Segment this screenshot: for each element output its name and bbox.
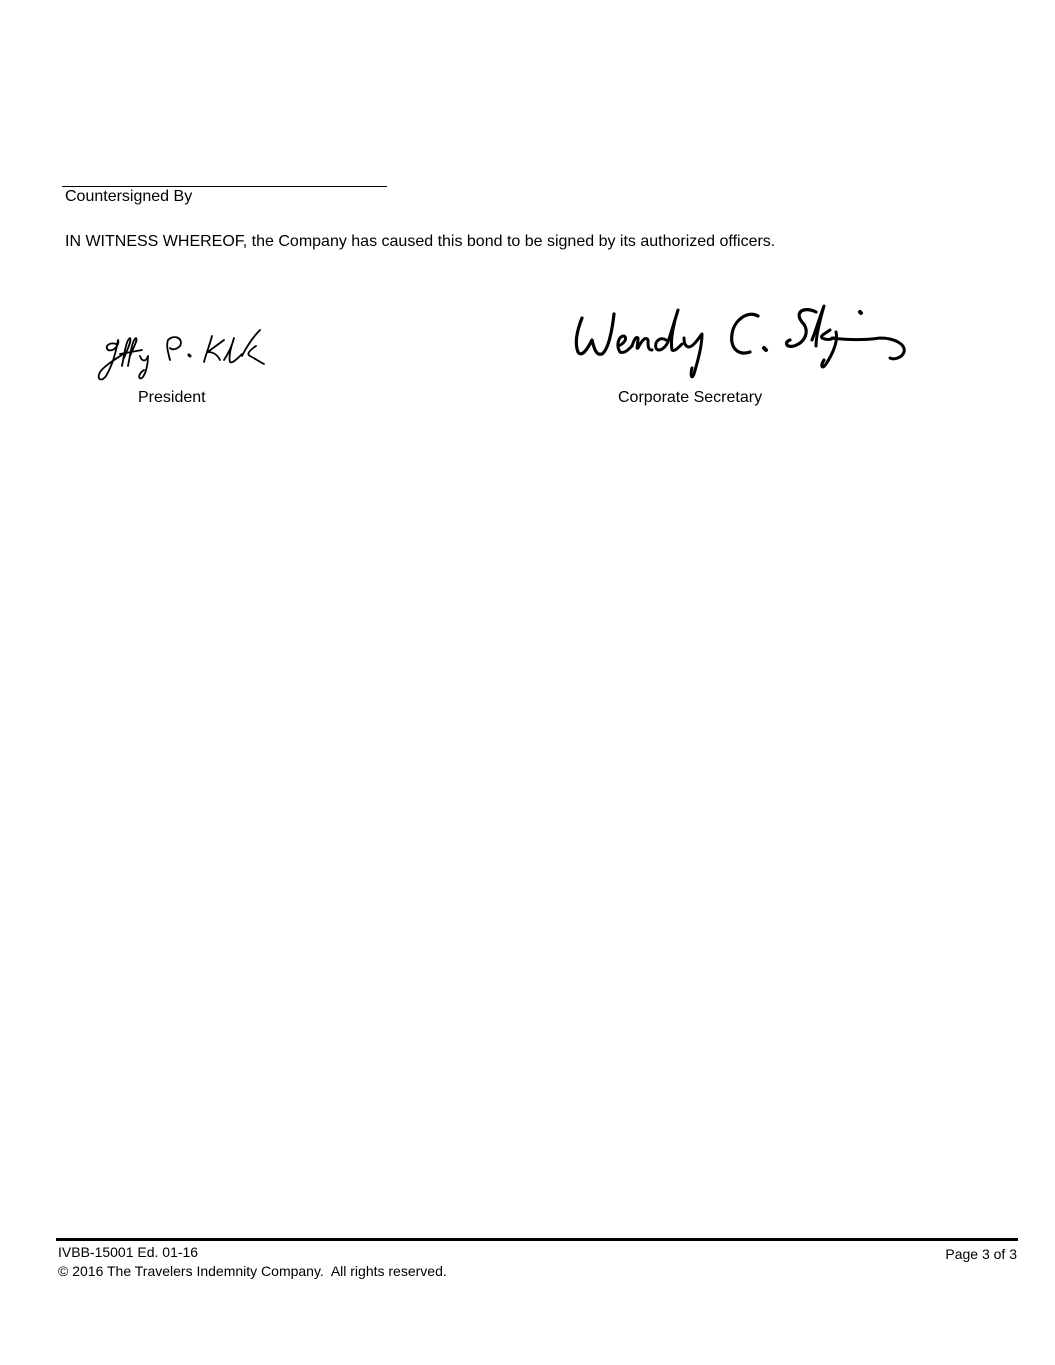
president-signature <box>92 322 267 386</box>
page-number: Page 3 of 3 <box>945 1246 1017 1262</box>
countersign-label: Countersigned By <box>65 188 193 205</box>
secretary-title: Corporate Secretary <box>618 389 763 406</box>
footer-divider <box>56 1238 1018 1241</box>
president-title: President <box>138 389 206 406</box>
witness-statement: IN WITNESS WHEREOF, the Company has caused this bond to be signed by its authorized officers. <box>65 233 776 250</box>
secretary-signature <box>568 296 913 380</box>
form-identifier: IVBB-15001 Ed. 01-16 <box>58 1244 199 1260</box>
copyright-notice: © 2016 The Travelers Indemnity Company. All rights reserved. <box>58 1263 447 1279</box>
